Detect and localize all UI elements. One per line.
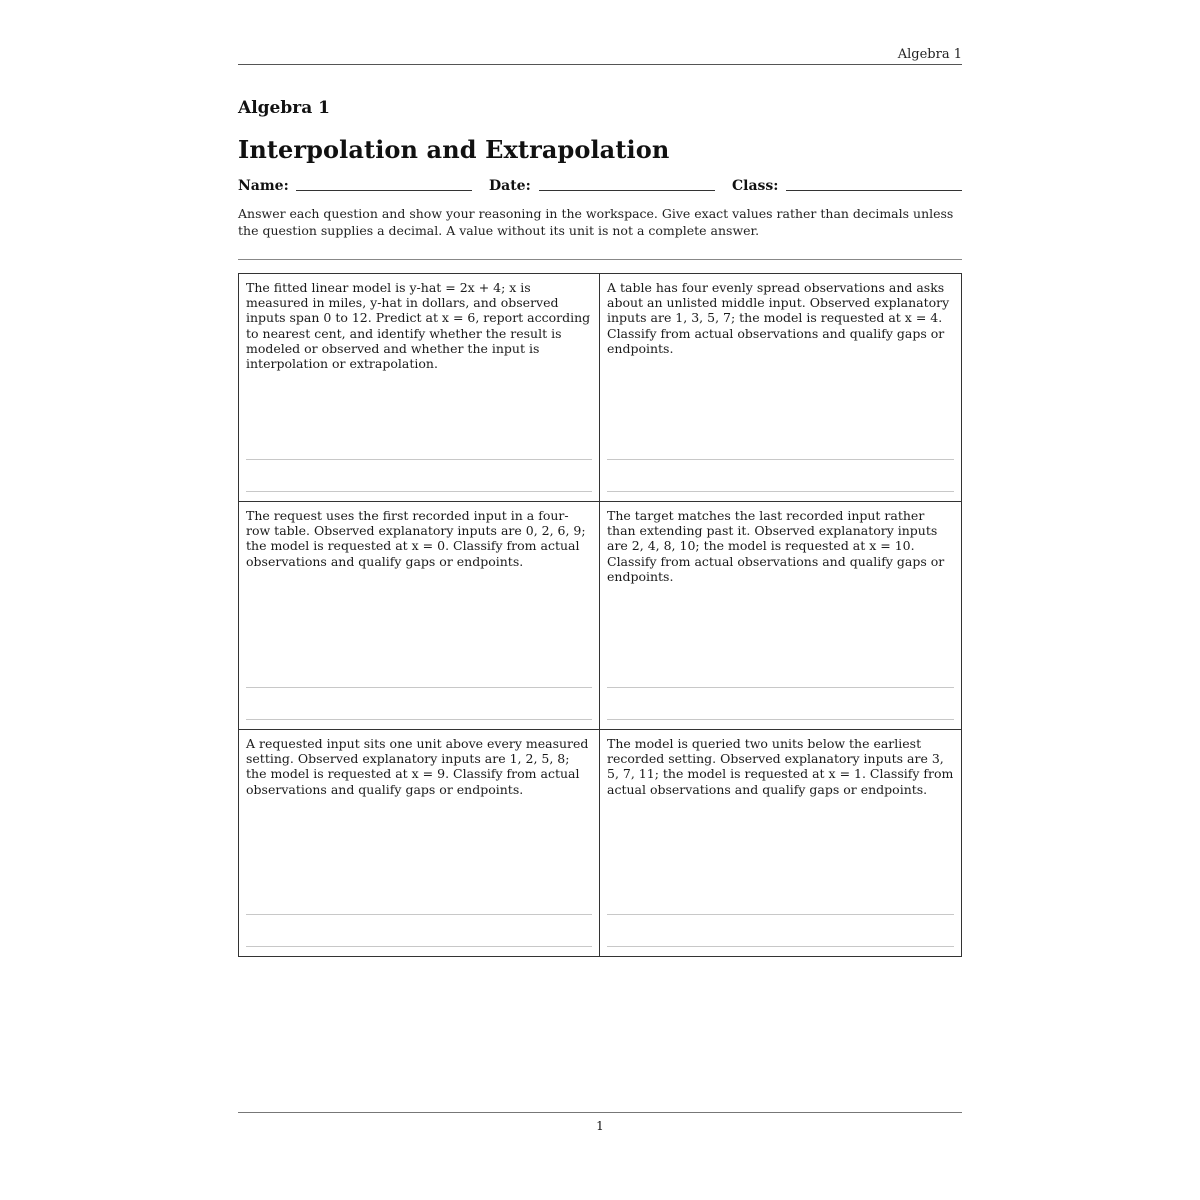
answer-line[interactable] [607, 491, 954, 492]
instructions-rule [238, 259, 962, 260]
date-field[interactable] [539, 190, 715, 191]
answer-line[interactable] [246, 914, 592, 915]
question-cell [600, 502, 961, 730]
question-grid [238, 273, 962, 957]
question-cell [239, 274, 600, 502]
student-info-fields [238, 178, 962, 198]
instructions: Answer each question and show your reasoning in the workspace. Give exact values rather than decimals unless the question supplies a decimal. A value without its unit is not a complete answer. [238, 206, 954, 238]
question-text: The model is queried two units below the earliest recorded setting. Observed explanatory inputs are 3, 5, 7, 11; the model is requested at x = 1. Classify from actual observations and qualify gaps or endpoints. [607, 736, 954, 797]
question-text: The fitted linear model is y-hat = 2x + 4; x is measured in miles, y-hat in dollars, and observed inputs span 0 to 12. Predict at x = 6, report according to nearest cent, and identify whether the result is modeled or observed and whether the input is interpolation or extrapolation. [246, 280, 591, 372]
question-text: The request uses the first recorded input in a four-row table. Observed explanatory inputs are 0, 2, 6, 9; the model is requested at x = 0. Classify from actual observations and qualify gaps or endpoints. [246, 508, 586, 569]
answer-line[interactable] [246, 946, 592, 947]
question-cell [600, 274, 961, 502]
answer-line[interactable] [246, 719, 592, 720]
answer-line[interactable] [607, 687, 954, 688]
question-text: A table has four evenly spread observations and asks about an unlisted middle input. Observed explanatory inputs are 1, 3, 5, 7; the model is requested at x = 4. Classify from actual observations and qualify gaps or endpoints. [607, 280, 950, 356]
answer-line[interactable] [607, 946, 954, 947]
worksheet-page [238, 0, 962, 1200]
class-label: Class: [732, 178, 779, 194]
name-label: Name: [238, 178, 289, 194]
footer-rule [238, 1112, 962, 1113]
class-field[interactable] [786, 190, 962, 191]
question-cell [600, 730, 961, 956]
question-text: The target matches the last recorded input rather than extending past it. Observed explanatory inputs are 2, 4, 8, 10; the model is requested at x = 10. Classify from actual observations and qualify gaps or endpoints. [607, 508, 945, 584]
subject-heading: Algebra 1 [238, 98, 330, 118]
answer-line[interactable] [607, 459, 954, 460]
answer-line[interactable] [607, 719, 954, 720]
answer-line[interactable] [246, 459, 592, 460]
page-number: 1 [596, 1119, 604, 1133]
header-rule [238, 64, 962, 65]
date-label: Date: [489, 178, 531, 194]
name-field[interactable] [296, 190, 472, 191]
question-text: A requested input sits one unit above every measured setting. Observed explanatory inputs are 1, 2, 5, 8; the model is requested at x = 9. Classify from actual observations and qualify gaps or endpoints. [246, 736, 589, 797]
question-cell [239, 502, 600, 730]
answer-line[interactable] [246, 491, 592, 492]
running-head: Algebra 1 [897, 47, 962, 62]
answer-line[interactable] [607, 914, 954, 915]
answer-line[interactable] [246, 687, 592, 688]
question-cell [239, 730, 600, 956]
page-title: Interpolation and Extrapolation [238, 135, 670, 164]
